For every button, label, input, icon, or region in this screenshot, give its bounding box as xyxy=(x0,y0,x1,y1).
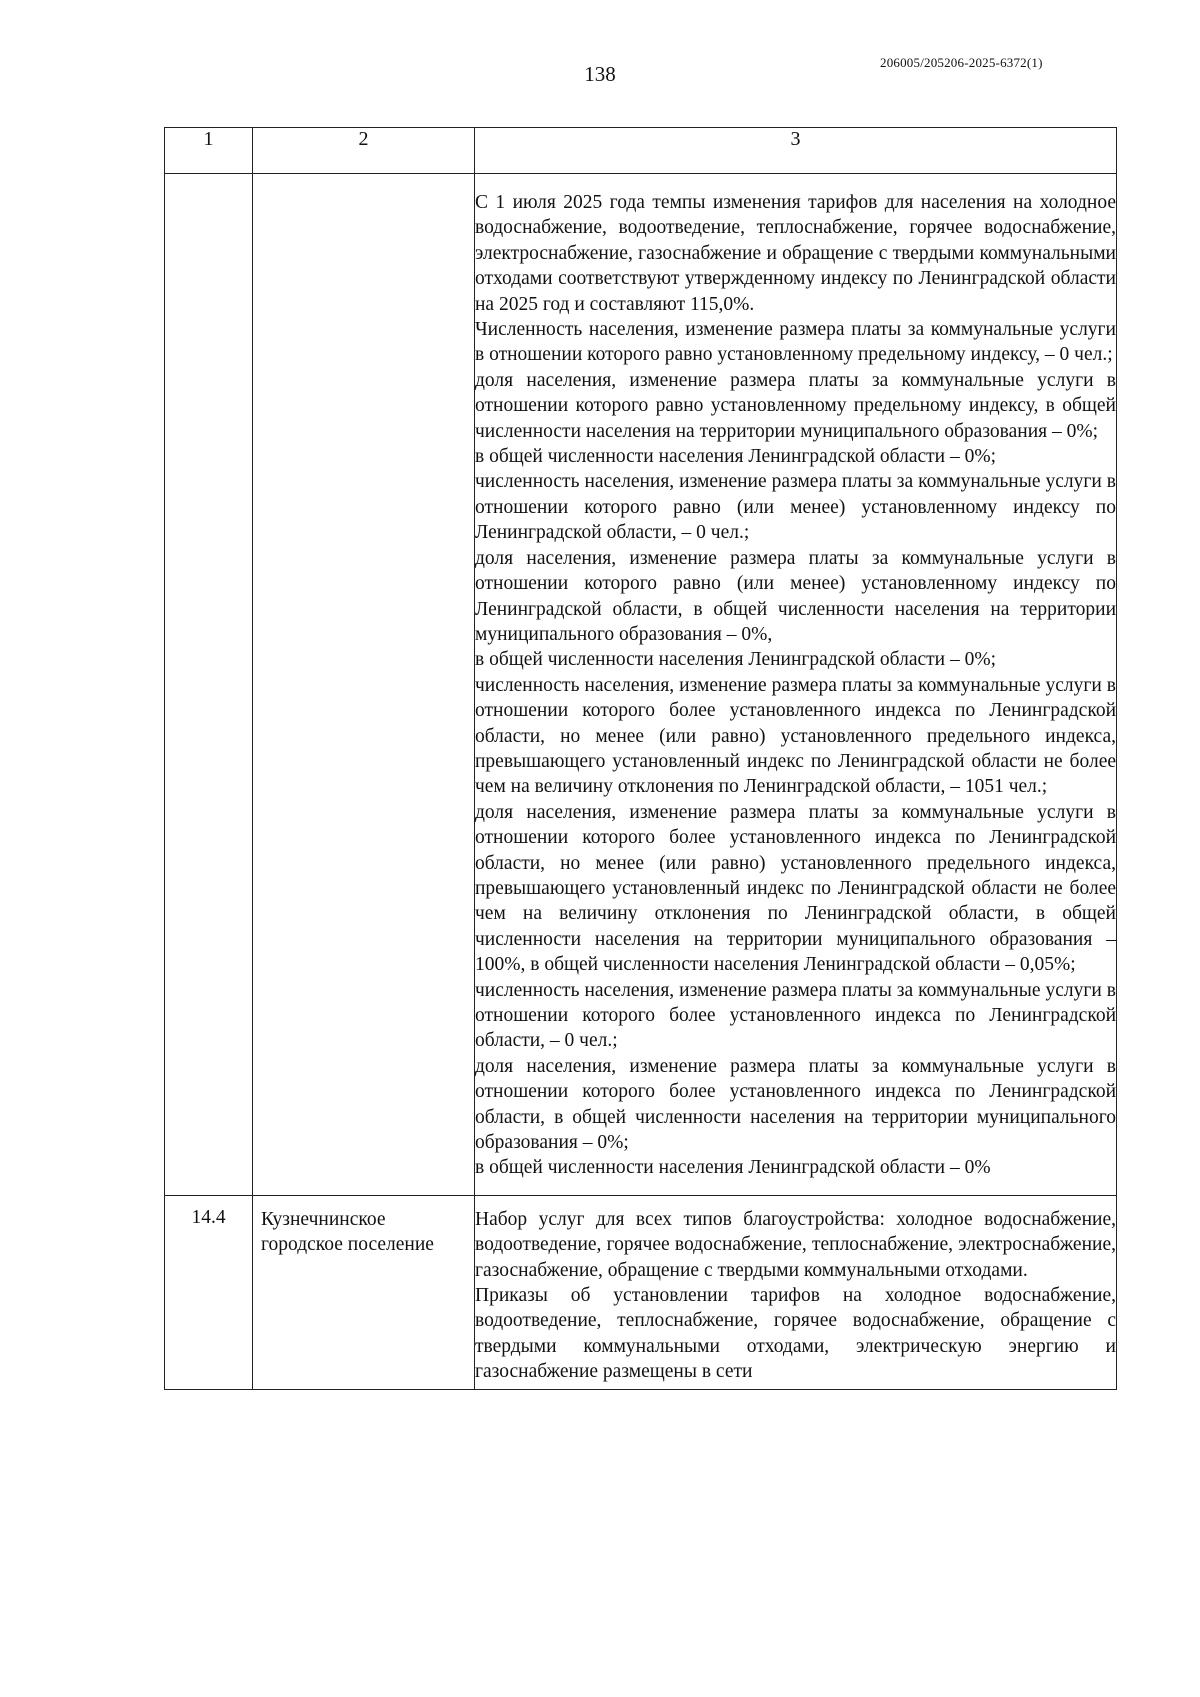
paragraph: в общей численности населения Ленинградской области – 0%; xyxy=(475,649,997,671)
data-table xyxy=(164,127,1117,1390)
paragraph: Приказы об установлении тарифов на холодное водоснабжение, водоотведение, теплоснабжение, горячее водоснабжение, обращение с твердыми коммунальными отходами, электрическую энергию и газоснабжение размещены в сети xyxy=(475,1285,1116,1383)
table-header-row xyxy=(165,128,1117,174)
paragraph: доля населения, изменение размера платы за коммунальные услуги в отношении которого равно установленному предельному индексу, в общей численности населения на территории муниципального образования – 0%; xyxy=(475,369,1116,442)
document-reference: 206005/205206-2025-6372(1) xyxy=(880,55,1043,70)
paragraph: С 1 июля 2025 года темпы изменения тарифов для населения на холодное водоснабжение, водоотведение, теплоснабжение, горячее водоснабжение, электроснабжение, газоснабжение и обращение с твердыми коммунальными отходами соответствуют утвержденному индексу по Ленинградской области на 2025 год и составляют 115,0%. xyxy=(475,192,1116,315)
paragraph: в общей численности населения Ленинградской области – 0% xyxy=(475,1157,991,1179)
paragraph: численность населения, изменение размера платы за коммунальные услуги в отношении которого более установленного индекса по Ленинградской области, – 0 чел.; xyxy=(475,979,1116,1052)
paragraph: численность населения, изменение размера платы за коммунальные услуги в отношении которого равно (или менее) установленному индексу по Ленинградской области, – 0 чел.; xyxy=(475,471,1116,544)
continuation-text-cell xyxy=(475,174,1117,1196)
row-14-4-text-cell xyxy=(475,1195,1117,1389)
municipality-name: Кузнечнинское городское поселение xyxy=(253,1195,475,1389)
paragraph: в общей численности населения Ленинградской области – 0%; xyxy=(475,446,997,468)
paragraph: доля населения, изменение размера платы за коммунальные услуги в отношении которого равно (или менее) установленному индексу по Ленинградской области, в общей численности населения на территории муниципального образования – 0%, xyxy=(475,547,1116,645)
paragraph: доля населения, изменение размера платы за коммунальные услуги в отношении которого более установленного индекса по Ленинградской области, в общей численности населения на территории муниципального образования – 0%; xyxy=(475,1055,1116,1154)
paragraph: Набор услуг для всех типов благоустройства: холодное водоснабжение, водоотведение, горячее водоснабжение, теплоснабжение, электроснабжение, газоснабжение, обращение с твердыми коммунальными отходами. xyxy=(475,1208,1116,1281)
paragraph: численность населения, изменение размера платы за коммунальные услуги в отношении которого более установленного индекса по Ленинградской области, но менее (или равно) установленного предельного индекса, превышающего установленный индекс по Ленинградской области не более чем на величину отклонения по Ленинградской области, – 1051 чел.; xyxy=(475,674,1116,798)
column-header-2: 2 xyxy=(253,128,475,174)
continuation-number-cell xyxy=(165,174,253,1196)
paragraph: Численность населения, изменение размера платы за коммунальные услуги в отношении которого равно установленному предельному индексу, – 0 чел.; xyxy=(475,319,1116,366)
column-header-1: 1 xyxy=(165,128,253,174)
table-row-14-4 xyxy=(165,1195,1117,1389)
page-number: 138 xyxy=(584,62,616,86)
row-number: 14.4 xyxy=(165,1195,253,1389)
table-row-continuation xyxy=(165,174,1117,1196)
continuation-name-cell xyxy=(253,174,475,1196)
paragraph: доля населения, изменение размера платы за коммунальные услуги в отношении которого более установленного индекса по Ленинградской области, но менее (или равно) установленного предельного индекса, превышающего установленный индекс по Ленинградской области не более чем на величину отклонения по Ленинградской области, в общей численности населения на территории муниципального образования – 100%, в общей численности населения Ленинградской области – 0,05%; xyxy=(475,801,1116,976)
column-header-3: 3 xyxy=(475,128,1117,174)
